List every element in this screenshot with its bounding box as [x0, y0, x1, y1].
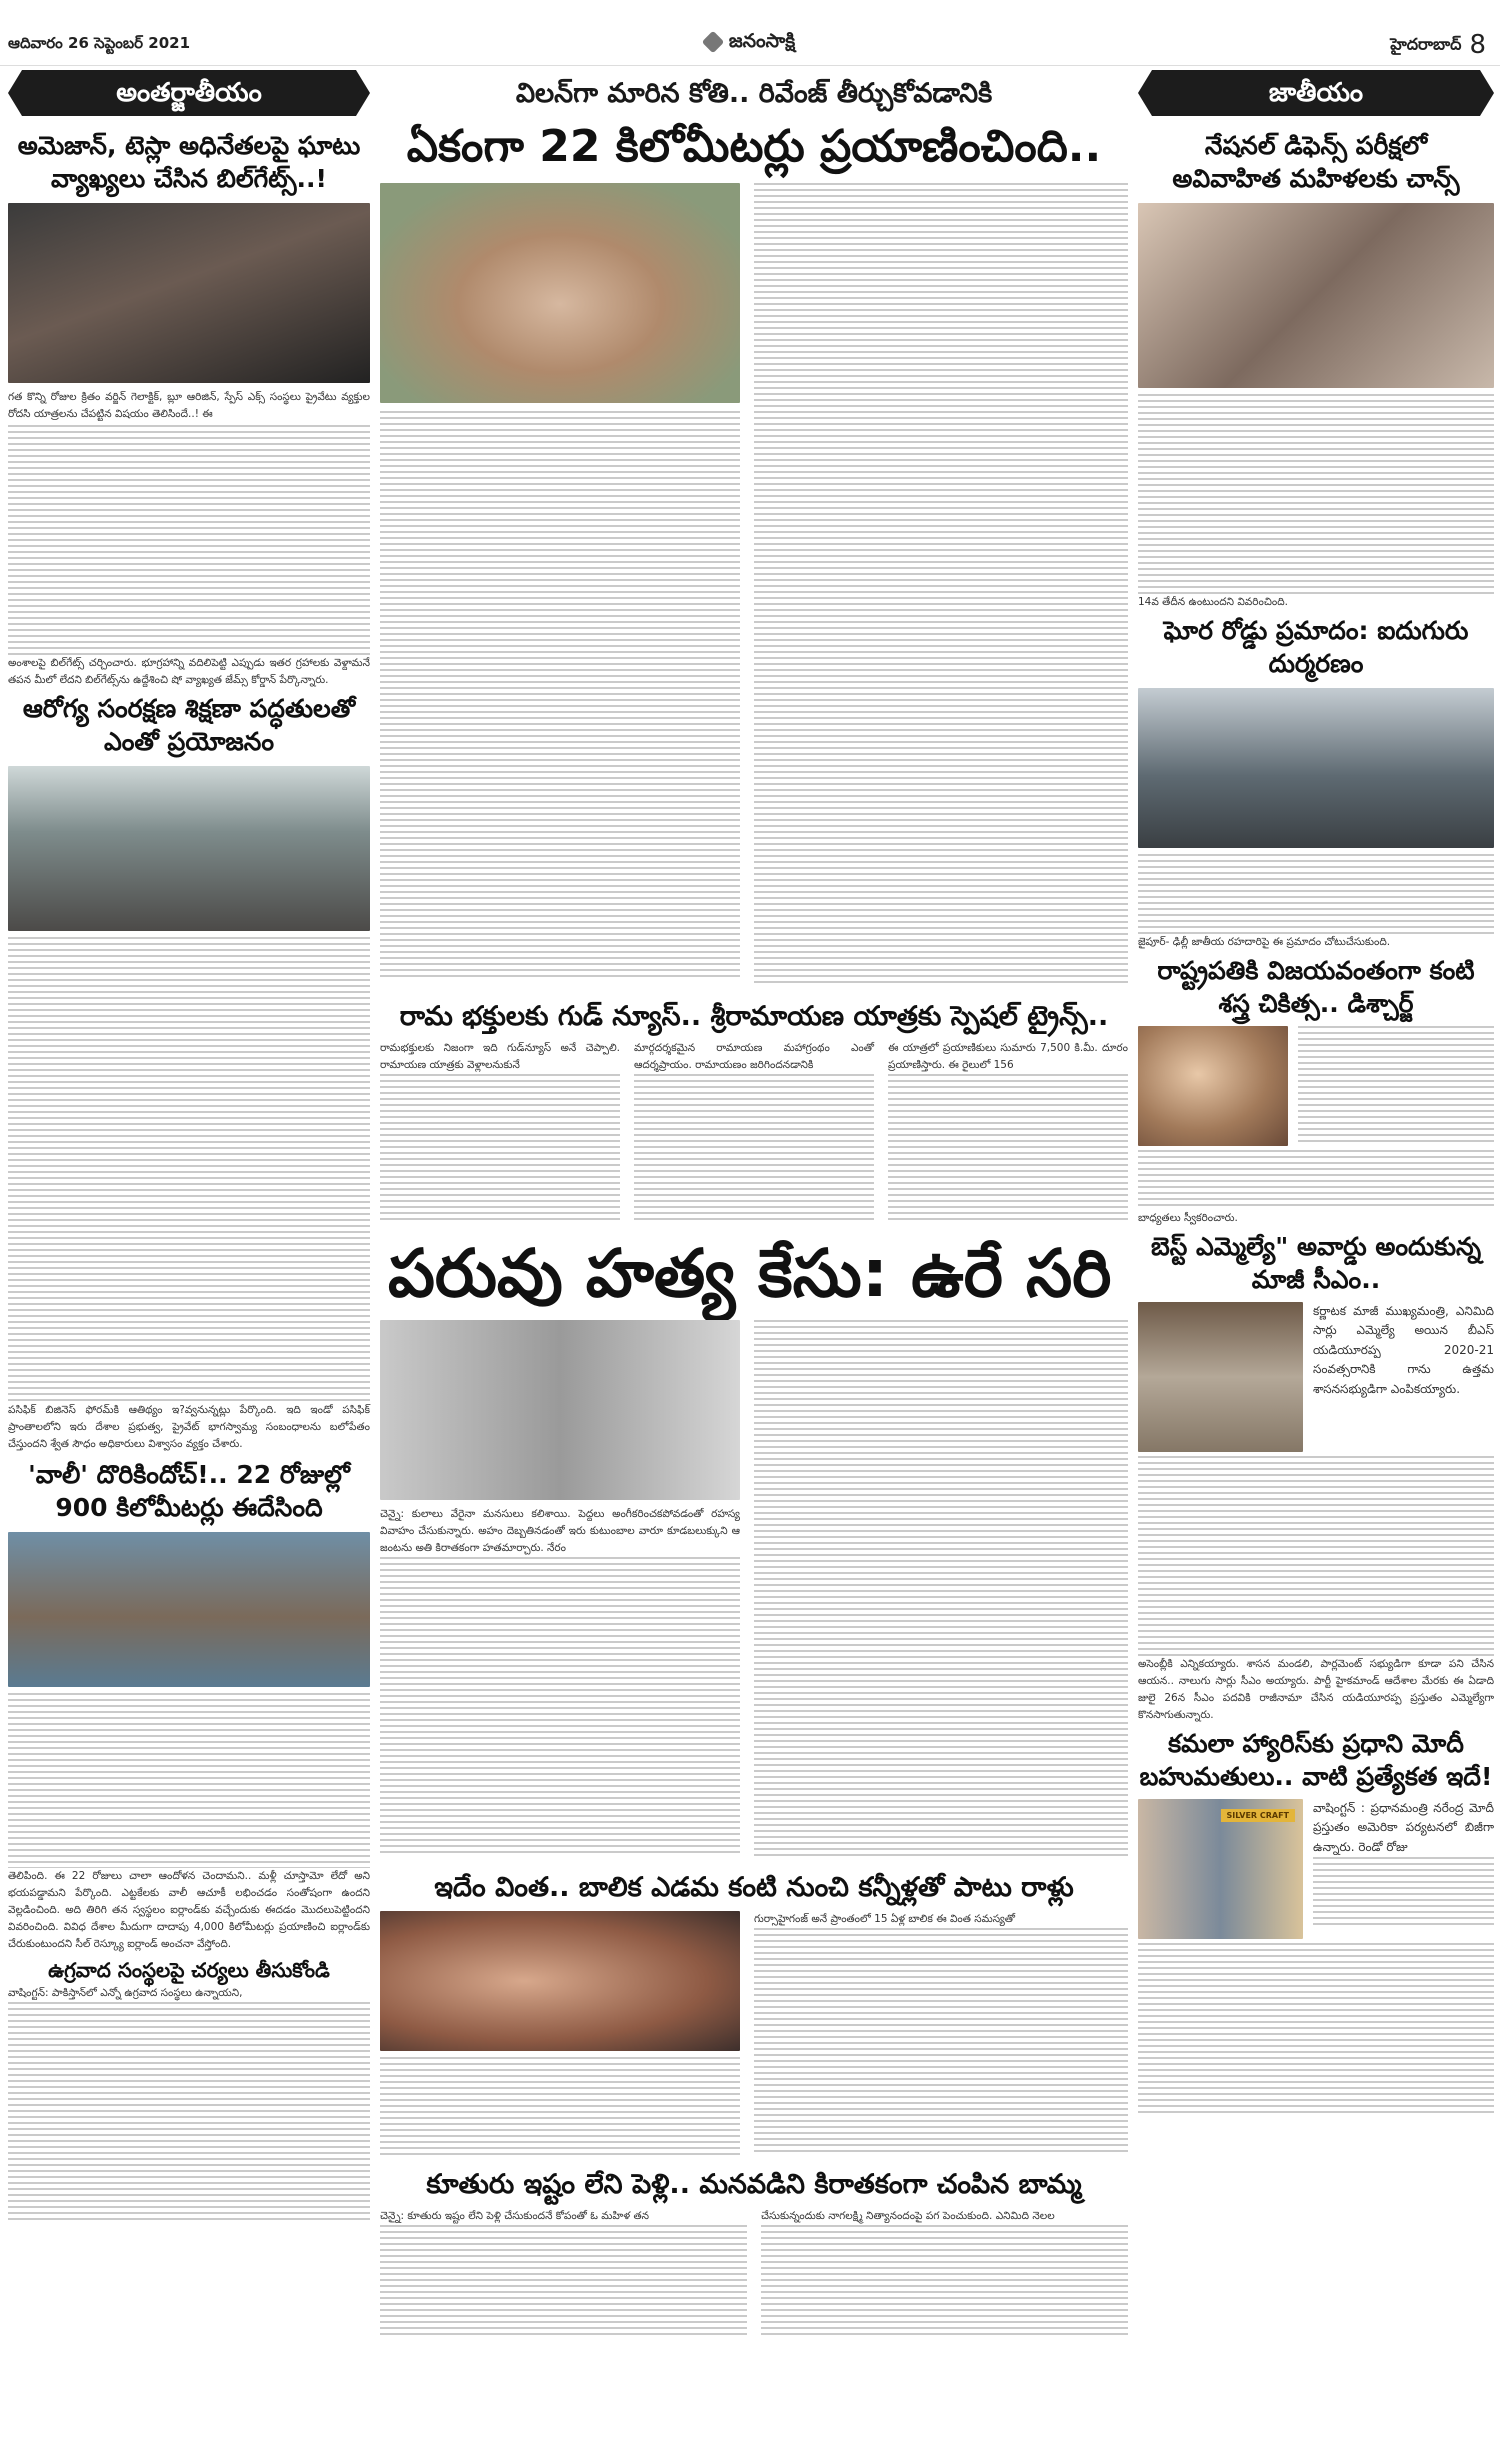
grandmother-headline: కూతురు ఇష్టం లేని పెళ్లి.. మనవడిని కిరాతకంగా చంపిన బామ్మ — [426, 2169, 1082, 2201]
train-col2-lead: మార్గదర్శకమైన రామాయణ మహాగ్రంథం ఎంతో ఆదర్శప్రాయం. రామాయణం జరిగిందనడానికి — [634, 1042, 874, 1072]
honor-killing-headline: పరువు హత్య కేసు: ఉరే సరి — [388, 1235, 1112, 1313]
walrus-body-text — [8, 1693, 370, 1868]
kamala-gifts-body-side — [1313, 1857, 1494, 1927]
newspaper-name: జనంసాక్షి — [728, 30, 796, 52]
president-body-side — [1298, 1026, 1494, 1146]
president-photo — [1138, 1026, 1288, 1146]
healthcare-photo — [8, 766, 370, 931]
accident-body-text — [1138, 854, 1494, 934]
nda-headline: నేషనల్ డిఫెన్స్ పరీక్షలో అవివాహిత మహిళలకు చాన్స్ — [1172, 131, 1460, 193]
accident-photo — [1138, 688, 1494, 848]
grandmother-col1-lead: చెన్నై: కూతురు ఇష్టం లేని పెళ్లి చేసుకుందనే కోపంతో ఓ మహిళ తన — [380, 2210, 649, 2223]
eye-stones-body-right — [754, 1928, 1128, 2153]
masthead — [0, 0, 1500, 66]
nda-body-text — [1138, 394, 1494, 594]
best-mla-body-text — [1138, 1456, 1494, 1656]
accident-closing: జైపూర్- ఢిల్లీ జాతీయ రహదారిపై ఈ ప్రమాదం చోటుచేసుకుంది. — [1138, 936, 1391, 948]
section-banner-national: జాతీయం — [1152, 70, 1480, 116]
monkey-body-left — [380, 411, 740, 981]
grandmother-col1-body — [380, 2225, 747, 2335]
train-col1-lead: రామభక్తులకు నిజంగా ఇది గుడ్‌న్యూస్ అనే చెప్పాలి. రామాయణ యాత్రకు వెళ్లాలనుకునే — [380, 1042, 620, 1072]
honor-killing-lead: చెన్నై: కులాలు వేరైనా మనసులు కలిశాయి. పెద్దలు అంగీకరించకపోవడంతో రహస్య వివాహం చేసుకున్నారు. అహం దెబ్బతినడంతో ఇరు కుటుంబాల వారూ కూడబలుక్కుని ఆ జంటను అతి కిరాతకంగా హతమార్చారు. నేరం — [380, 1508, 740, 1555]
edition-info — [1390, 30, 1486, 60]
logo-emblem-icon — [701, 30, 724, 53]
monkey-body-right — [754, 183, 1128, 983]
train-col3-lead: ఈ యాత్రలో ప్రయాణికులు సుమారు 7,500 కి.మీ. దూరం ప్రయాణిస్తారు. ఈ రైలులో 156 — [888, 1042, 1128, 1072]
walrus-headline: 'వాలీ' దొరికిందోచ్!.. 22 రోజుల్లో 900 కిలోమీటర్లు ఈదేసింది — [28, 1460, 350, 1522]
accident-headline: ఘోర రోడ్డు ప్రమాదం: ఐదుగురు దుర్మరణం — [1163, 616, 1469, 678]
monkey-photo — [380, 183, 740, 403]
couple-photo — [380, 1320, 740, 1500]
billgates-closing: అంశాలపై బిల్‌గేట్స్ చర్చించారు. భూగ్రహాన్ని వదిలిపెట్టి ఎప్పుడు ఇతర గ్రహాలకు వెళ్దామనే తపన మీలో లేదని బిల్‌గేట్స్‌ను ఉద్దేశించి షో వ్యాఖ్యత జేమ్స్ కోర్డాన్ పేర్కొన్నారు. — [8, 657, 370, 686]
billgates-body-text — [8, 425, 370, 655]
honor-killing-body-left — [380, 1557, 740, 1857]
monkey-kicker: విలన్‌గా మారిన కోతి.. రివేంజ్ తీర్చుకోవడానికి — [515, 78, 993, 109]
national-column — [1138, 70, 1494, 2113]
section-banner-international: అంతర్జాతీయం — [22, 70, 356, 116]
exam-photo — [1138, 203, 1494, 388]
modi-kamala-photo — [1138, 1799, 1303, 1939]
president-closing: బాధ్యతలు స్వీకరించారు. — [1138, 1212, 1238, 1224]
international-column — [8, 70, 370, 2222]
billgates-photo — [8, 203, 370, 383]
monkey-headline: ఏకంగా 22 కిలోమీటర్లు ప్రయాణించింది.. — [406, 121, 1102, 172]
walrus-photo — [8, 1532, 370, 1687]
billgates-headline: అమెజాన్, టెస్లా అధినేతలపై ఘాటు వ్యాఖ్యలు చేసిన బిల్‌గేట్స్..! — [17, 131, 361, 193]
kamala-gifts-headline: కమలా హ్యారిస్‌కు ప్రధాని మోదీ బహుమతులు.. వాటి ప్రత్యేకత ఇదే! — [1139, 1729, 1493, 1791]
train-col1-body — [380, 1074, 620, 1224]
best-mla-lead: కర్ణాటక మాజీ ముఖ్యమంత్రి, ఎనిమిది సార్లు ఎమ్మెల్యే అయిన బీఎస్ యడియూరప్ప 2020-21 సంవత్సరానికి గాను ఉత్తమ శాసనసభ్యుడిగా ఎంపికయ్యారు. — [1313, 1304, 1494, 1396]
nda-closing: 14వ తేదీన ఉంటుందని వివరించింది. — [1138, 596, 1288, 608]
newspaper-logo — [0, 30, 1500, 57]
main-column — [380, 70, 1128, 2335]
grandmother-col2-body — [761, 2225, 1128, 2335]
healthcare-body-text — [8, 937, 370, 1402]
healthcare-closing: పసిఫిక్ బిజినెస్ ఫోరమ్‌కి ఆతిథ్యం ఇ?వ్వనున్నట్లు పేర్కొంది. ఇది ఇండో పసిఫిక్ ప్రాంతాలలోని ఇరు దేశాల ప్రభుత్వ, ప్రైవేట్ భాగస్వామ్య సంబంధాలను బలోపేతం చేస్తుందని శ్వేత సౌధం అధికారులు విశ్వాసం వ్యక్తం చేశారు. — [8, 1404, 370, 1450]
train-col2-body — [634, 1074, 874, 1224]
honor-killing-body-right — [754, 1320, 1128, 1860]
eye-stones-lead: గుర్సాహైగంజ్ అనే ప్రాంతంలో 15 ఏళ్ల బాలిక ఈ వింత సమస్యతో — [754, 1913, 1016, 1926]
silver-craft-label: SILVER CRAFT — [1221, 1809, 1295, 1822]
walrus-closing: తెలిపింది. ఈ 22 రోజులు చాలా ఆందోళన చెందామని.. మళ్లీ చూస్తామో లేదో అని భయపడ్డామని పేర్కొంది. ఎట్టకేలకు వాలీ ఆచూకీ లభించడం సంతోషంగా ఉందని వెల్లడించింది. అది తిరిగి తన స్వస్థలం ఐర్లాండ్‌కు వచ్చేందుకు ఈదడం మొదలుపెట్టిందని వివరించింది. వివిధ దేశాల మీదుగా దాదాపు 4,000 కిలోమీటర్లు ప్రయాణించి ఐర్లాండ్‌కు చేరుకుంటుందని సీల్ రెస్క్యూ ఐర్లాండ్ అంచనా వేస్తోంది. — [8, 1870, 370, 1950]
healthcare-headline: ఆరోగ్య సంరక్షణ శిక్షణా పద్ధతులతో ఎంతో ప్రయోజనం — [22, 694, 356, 756]
train-headline: రామ భక్తులకు గుడ్ న్యూస్.. శ్రీరామాయణ యాత్రకు స్పెషల్ ట్రైన్స్.. — [399, 1001, 1109, 1033]
president-body-text — [1138, 1150, 1494, 1210]
president-headline: రాష్ట్రపతికి విజయవంతంగా కంటి శస్త్ర చికిత్స.. డిశ్చార్జ్ — [1157, 956, 1475, 1018]
terror-headline: ఉగ్రవాద సంస్థలపై చర్యలు తీసుకోండి — [48, 1958, 330, 1982]
eye-stones-body-left — [380, 2057, 740, 2157]
page-number: 8 — [1469, 30, 1486, 60]
terror-body-text — [8, 2002, 370, 2222]
grandmother-col2-lead: చేసుకున్నందుకు నాగలక్ష్మి నిత్యానందంపై పగ పెంచుకుంది. ఎనిమిది నెలల — [761, 2210, 1055, 2223]
train-col3-body — [888, 1074, 1128, 1224]
kamala-gifts-lead: వాషింగ్టన్ : ప్రధానమంత్రి నరేంద్ర మోదీ ప్రస్తుతం అమెరికా పర్యటనలో బిజీగా ఉన్నారు. రెండో రోజు — [1313, 1801, 1494, 1854]
best-mla-headline: బెస్ట్ ఎమ్మెల్యే" అవార్డు అందుకున్న మాజీ సీఎం.. — [1150, 1232, 1482, 1294]
edition-city: హైదరాబాద్ — [1390, 34, 1462, 54]
billgates-lead: గత కొన్ని రోజుల క్రితం వర్జిన్ గెలాక్టిక్, బ్లూ ఆరిజిన్, స్పేస్ ఎక్స్ సంస్థలు ప్రైవేటు వ్యక్తుల రోదసి యాత్రలను చేపట్టిన విషయం తెలిసిందే..! ఈ — [8, 391, 370, 420]
girl-eye-photo — [380, 1911, 740, 2051]
eye-stones-headline: ఇదేం వింత.. బాలిక ఎడమ కంటి నుంచి కన్నీళ్లతో పాటు రాళ్లు — [434, 1872, 1074, 1904]
assembly-photo — [1138, 1302, 1303, 1452]
terror-lead: వాషింగ్టన్: పాకిస్తాన్‌లో ఎన్నో ఉగ్రవాద సంస్థలు ఉన్నాయని, — [8, 1987, 243, 1999]
issue-date: ఆదివారం 26 సెప్టెంబర్ 2021 — [8, 34, 191, 52]
best-mla-closing: అసెంబ్లీకి ఎన్నికయ్యారు. శాసన మండలి, పార్లమెంట్ సభ్యుడిగా కూడా పని చేసిన ఆయన.. నాలుగు సార్లు సీఎం అయ్యారు. పార్టీ హైకమాండ్ ఆదేశాల మేరకు ఈ ఏడాది జులై 26న సీఎం పదవికి రాజీనామా చేసిన యడియూరప్ప ప్రస్తుతం ఎమ్మెల్యేగా కొనసాగుతున్నారు. — [1138, 1658, 1494, 1721]
kamala-gifts-body-text — [1138, 1943, 1494, 2113]
